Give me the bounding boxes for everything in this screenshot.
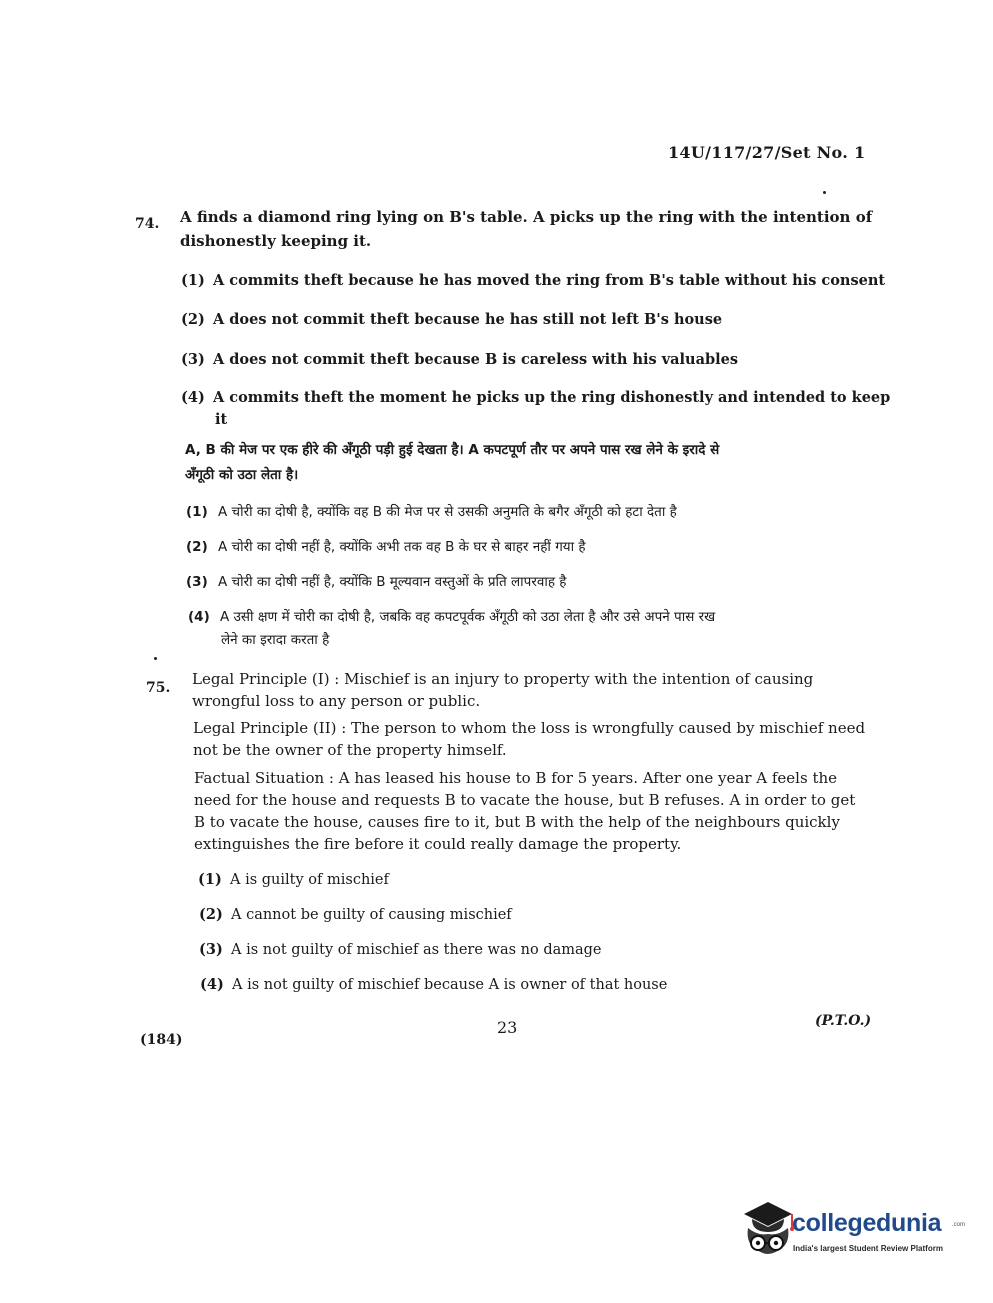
question-74-number: 74. (135, 216, 160, 232)
option-text: A उसी क्षण में चोरी का दोषी है, जबकि वह कपटपूर्वक अँगूठी को उठा लेता है और उसे अपने पास रख (220, 609, 716, 625)
q74-option-3 (181, 350, 738, 370)
question-75-number: 75. (146, 680, 171, 696)
option-number: (2) (199, 906, 223, 923)
option-text: A is not guilty of mischief as there was no damage (231, 942, 602, 958)
q75-principle-2-line2: not be the owner of the property himself. (193, 741, 507, 759)
q75-option-4 (200, 975, 667, 995)
option-number: (1) (181, 272, 205, 289)
q75-facts-line3: B to vacate the house, causes fire to it, but B with the help of the neighbours quickly (194, 813, 840, 831)
option-text: A does not commit theft because he has still not left B's house (213, 311, 723, 328)
q74-option-4-continued: it (215, 411, 228, 428)
logo-wordmark: collegedunia (792, 1209, 942, 1237)
option-text: A चोरी का दोषी है, क्योंकि वह B की मेज पर से उसकी अनुमति के बगैर अँगूठी को हटा देता है (218, 504, 677, 520)
q74-hindi-option-4-continued: लेने का इरादा करता है (221, 632, 330, 648)
option-number: (4) (200, 976, 224, 993)
stray-dot (154, 657, 157, 660)
option-number: (1) (198, 871, 222, 888)
q75-facts-line2: need for the house and requests B to vacate the house, but B refuses. A in order to get (194, 791, 856, 809)
option-text: A चोरी का दोषी नहीं है, क्योंकि B मूल्यवान वस्तुओं के प्रति लापरवाह है (218, 574, 567, 590)
option-text: A commits theft the moment he picks up the ring dishonestly and intended to keep (213, 389, 891, 406)
q74-hindi-text-line2: अँगूठी को उठा लेता है। (185, 467, 299, 483)
option-text: A is guilty of mischief (230, 872, 389, 888)
option-text: A does not commit theft because B is careless with his valuables (213, 351, 739, 368)
stray-dot (823, 191, 826, 194)
question-74-text-line1: A finds a diamond ring lying on B's table. A picks up the ring with the intention of (180, 208, 873, 226)
page-number: 23 (497, 1018, 518, 1037)
set-code: 14U/117/27/Set No. 1 (668, 143, 866, 162)
pto-label: (P.T.O.) (815, 1013, 872, 1029)
option-number: (3) (199, 941, 223, 958)
q75-principle-1-line2: wrongful loss to any person or public. (192, 692, 481, 710)
q74-hindi-option-1 (186, 502, 677, 523)
option-number: (4) (181, 389, 205, 406)
option-number: (4) (188, 609, 210, 625)
q75-principle-2-line1: Legal Principle (II) : The person to whom the loss is wrongfully caused by mischief need (193, 719, 866, 737)
q75-facts-line4: extinguishes the fire before it could really damage the property. (194, 835, 682, 853)
q74-hindi-text-line1: A, B की मेज पर एक हीरे की अँगूठी पड़ी हुई देखता है। A कपटपूर्ण तौर पर अपने पास रख लेने के इरादे से (185, 442, 720, 458)
option-text: A commits theft because he has moved the ring from B's table without his consent (213, 272, 886, 289)
q75-option-3 (199, 940, 602, 960)
q74-option-2 (181, 310, 722, 330)
logo-tagline: India's largest Student Review Platform (793, 1244, 943, 1253)
logo-domain: .com (952, 1222, 966, 1228)
option-number: (2) (186, 539, 208, 555)
option-number: (3) (181, 351, 205, 368)
q75-facts-line1: Factual Situation : A has leased his house to B for 5 years. After one year A feels the (194, 769, 838, 787)
q74-hindi-option-4 (188, 607, 715, 628)
q74-option-1 (181, 271, 885, 291)
q75-option-1 (198, 870, 389, 890)
option-text: A cannot be guilty of causing mischief (231, 907, 512, 923)
option-number: (3) (186, 574, 208, 590)
paper-code: (184) (140, 1032, 183, 1048)
q75-principle-1-line1: Legal Principle (I) : Mischief is an injury to property with the intention of causing (192, 670, 814, 688)
option-number: (2) (181, 311, 205, 328)
q74-hindi-option-2 (186, 537, 586, 558)
question-74-text-line2: dishonestly keeping it. (180, 232, 372, 250)
option-number: (1) (186, 504, 208, 520)
q74-hindi-option-3 (186, 572, 566, 593)
student-cap-icon (738, 1198, 796, 1260)
q75-option-2 (199, 905, 512, 925)
q74-option-4 (181, 388, 890, 408)
option-text: A is not guilty of mischief because A is owner of that house (232, 977, 668, 993)
option-text: A चोरी का दोषी नहीं है, क्योंकि अभी तक वह B के घर से बाहर नहीं गया है (218, 539, 586, 555)
